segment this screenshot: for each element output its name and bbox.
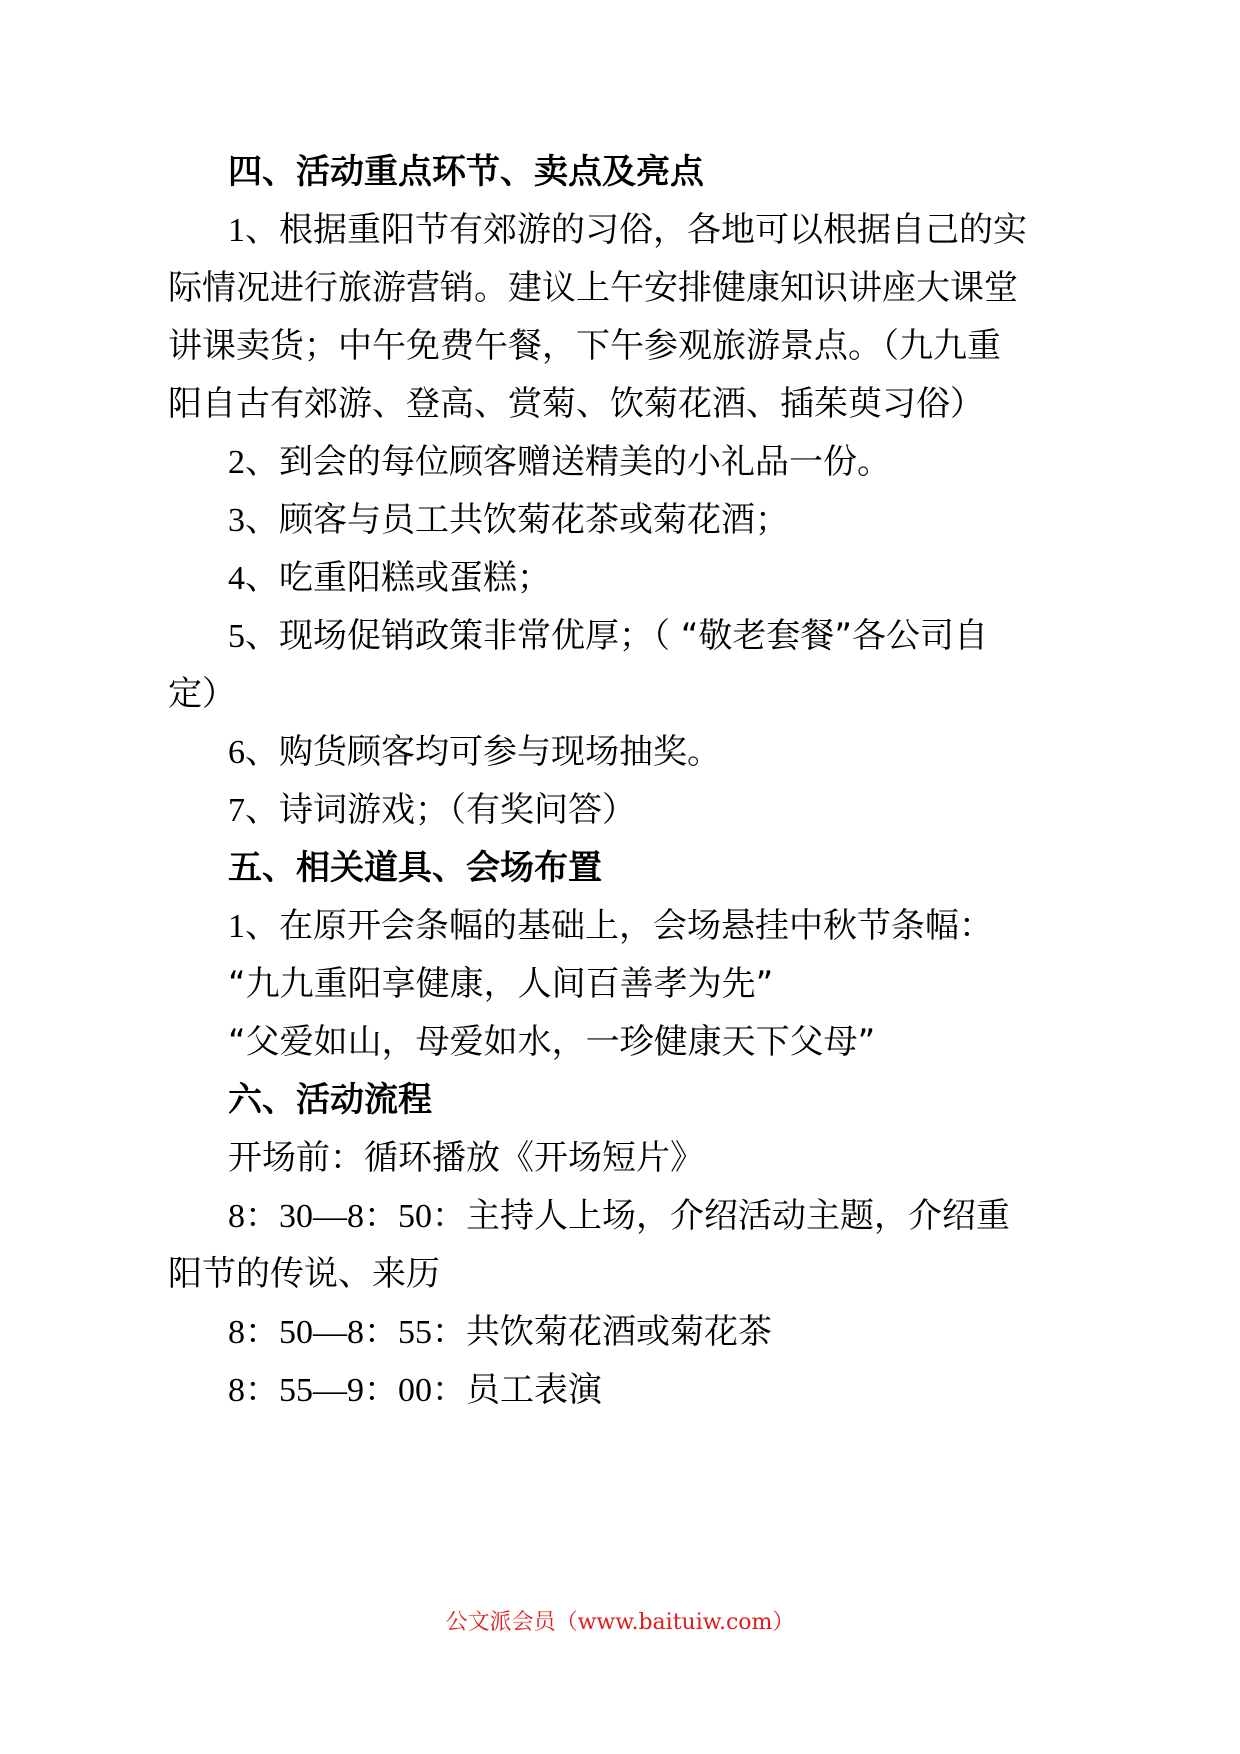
item-text: 、在原开会条幅的基础上，会场悬挂中秋节条幅： bbox=[245, 906, 993, 946]
schedule-item-3 bbox=[228, 1368, 602, 1413]
section-6-heading: 六、活动流程 bbox=[228, 1080, 432, 1120]
item-number: 6 bbox=[228, 734, 245, 771]
item-text: 、现场促销政策非常优厚；（ “敬老套餐”各公司自 bbox=[245, 616, 989, 656]
item-text: 、吃重阳糕或蛋糕； bbox=[245, 558, 551, 598]
section-4-heading: 四、活动重点环节、卖点及亮点 bbox=[228, 152, 704, 192]
footer-watermark: 公文派会员（www.baituiw.com） bbox=[445, 1610, 795, 1635]
sec4-item-1-line-3: 讲课卖货；中午免费午餐，下午参观旅游景点。（九九重 bbox=[168, 326, 1001, 366]
schedule-text: ：共饮菊花酒或菊花茶 bbox=[432, 1312, 772, 1352]
sec4-item-3 bbox=[228, 498, 789, 543]
schedule-time: 8：50—8：55 bbox=[228, 1314, 432, 1351]
item-number: 1 bbox=[228, 212, 245, 249]
schedule-time: 8：30—8：50 bbox=[228, 1198, 432, 1235]
schedule-text: ：主持人上场，介绍活动主题，介绍重 bbox=[432, 1196, 1010, 1236]
item-number: 2 bbox=[228, 444, 245, 481]
sec4-item-1-line-2: 际情况进行旅游营销。建议上午安排健康知识讲座大课堂 bbox=[168, 268, 1018, 308]
schedule-time: 8：55—9：00 bbox=[228, 1372, 432, 1409]
item-text: 、购货顾客均可参与现场抽奖。 bbox=[245, 732, 721, 772]
schedule-text: ：员工表演 bbox=[432, 1370, 602, 1410]
item-text: 、顾客与员工共饮菊花茶或菊花酒； bbox=[245, 500, 789, 540]
item-text: 、诗词游戏；（有奖问答） bbox=[245, 790, 636, 830]
item-number: 3 bbox=[228, 502, 245, 539]
sec4-item-7 bbox=[228, 788, 636, 833]
schedule-item-1-line-1 bbox=[228, 1194, 1010, 1239]
item-number: 1 bbox=[228, 908, 245, 945]
sec4-item-1-line-1 bbox=[228, 208, 1027, 253]
item-text: 、到会的每位顾客赠送精美的小礼品一份。 bbox=[245, 442, 891, 482]
sec4-item-1-line-4: 阳自古有郊游、登高、赏菊、饮菊花酒、插茱萸习俗） bbox=[168, 384, 984, 424]
sec4-item-6 bbox=[228, 730, 721, 775]
sec5-item-1 bbox=[228, 904, 993, 949]
item-number: 5 bbox=[228, 618, 245, 655]
item-number: 7 bbox=[228, 792, 245, 829]
pre-opening-step: 开场前：循环播放《开场短片》 bbox=[228, 1138, 704, 1178]
sec4-item-4 bbox=[228, 556, 551, 601]
section-5-heading: 五、相关道具、会场布置 bbox=[228, 848, 602, 888]
banner-slogan-2: “父爱如山，母爱如水，一珍健康天下父母” bbox=[228, 1022, 876, 1062]
item-text: 、根据重阳节有郊游的习俗，各地可以根据自己的实 bbox=[245, 210, 1027, 250]
sec4-item-2 bbox=[228, 440, 891, 485]
banner-slogan-1: “九九重阳享健康，人间百善孝为先” bbox=[228, 964, 774, 1004]
sec4-item-5-line-1 bbox=[228, 614, 988, 659]
item-number: 4 bbox=[228, 560, 245, 597]
schedule-item-1-line-2: 阳节的传说、来历 bbox=[168, 1254, 440, 1294]
sec4-item-5-line-2: 定） bbox=[168, 674, 236, 714]
schedule-item-2 bbox=[228, 1310, 772, 1355]
